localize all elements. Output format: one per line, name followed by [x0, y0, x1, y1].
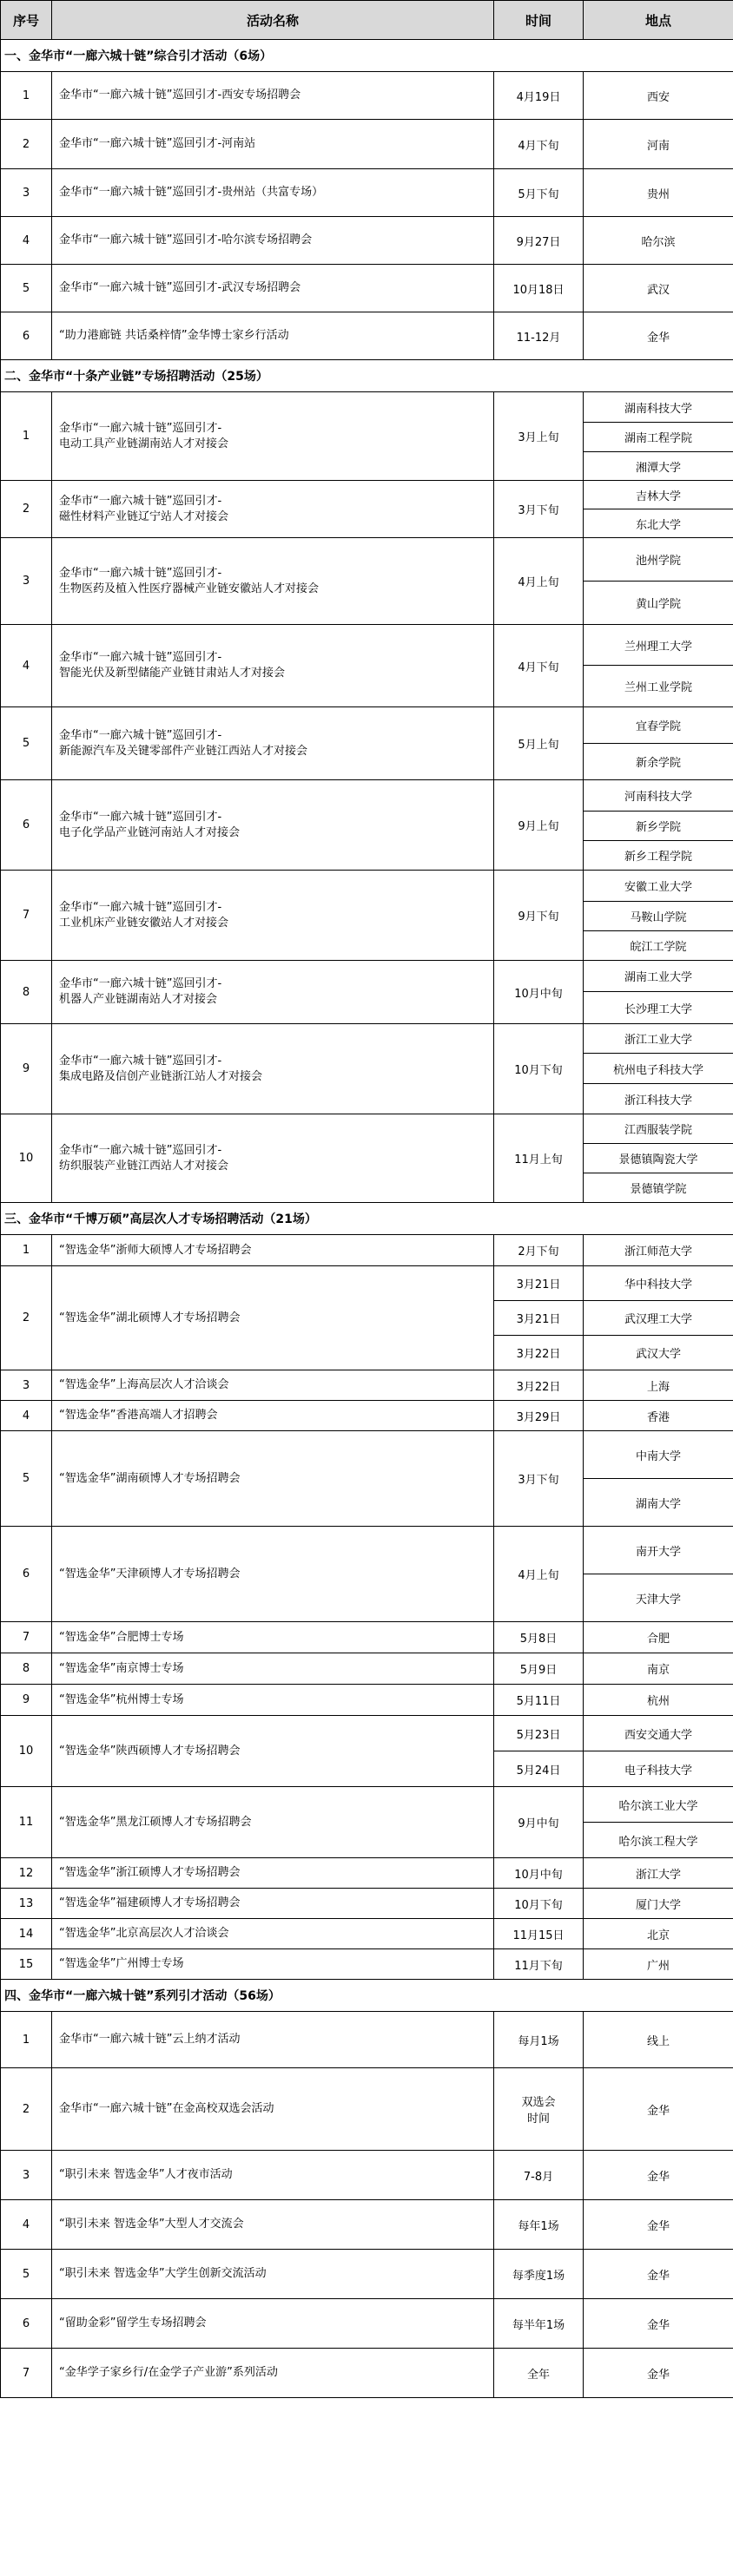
activity-place: 线上 [584, 2012, 733, 2068]
activity-place: 江西服装学院 [584, 1114, 733, 1144]
row-number: 6 [1, 1527, 52, 1622]
activity-name-line: 金华市“一廊六城十链”巡回引才- [59, 421, 222, 435]
activity-name [52, 481, 494, 538]
activity-place: 武汉理工大学 [584, 1301, 733, 1336]
table-row [1, 538, 733, 582]
activity-name-line: “职引未来 智选金华”大学生创新交流活动 [59, 2267, 267, 2280]
activity-name [52, 2299, 494, 2349]
activity-time: 5月8日 [494, 1622, 584, 1653]
activity-place: 电子科技大学 [584, 1751, 733, 1787]
table-row [1, 1787, 733, 1823]
activity-time: 全年 [494, 2349, 584, 2398]
table-row [1, 1370, 733, 1401]
activity-name [52, 1235, 494, 1266]
table-row [1, 217, 733, 265]
activity-name-line: 金华市“一廊六城十链”云上纳才活动 [59, 2033, 241, 2046]
activity-name-line: 金华市“一廊六城十链”巡回引才- [59, 728, 222, 742]
activity-time: 每季度1场 [494, 2250, 584, 2299]
activity-name [52, 1431, 494, 1527]
row-number: 1 [1, 392, 52, 481]
table-row [1, 2151, 733, 2200]
activity-place: 金华 [584, 2151, 733, 2200]
table-row [1, 1685, 733, 1716]
header-place: 地点 [584, 1, 733, 40]
row-number: 6 [1, 2299, 52, 2349]
activity-name [52, 217, 494, 265]
activity-place: 杭州 [584, 1685, 733, 1716]
activity-place: 浙江大学 [584, 1858, 733, 1889]
activity-name-line: “智选金华”湖北硕博人才专场招聘会 [59, 1311, 241, 1324]
activity-place: 南京 [584, 1653, 733, 1685]
activity-name [52, 2068, 494, 2151]
table-row [1, 1949, 733, 1980]
table-row [1, 312, 733, 360]
activity-name-line: “智选金华”湖南硕博人才专场招聘会 [59, 1471, 241, 1485]
activity-name-line: “智选金华”陕西硕博人才专场招聘会 [59, 1744, 241, 1758]
activity-name [52, 1919, 494, 1949]
table-row [1, 169, 733, 217]
activity-place: 吉林大学 [584, 481, 733, 509]
header-name: 活动名称 [52, 1, 494, 40]
activity-time: 5月24日 [494, 1751, 584, 1787]
activity-name-line: 新能源汽车及关键零部件产业链江西站人才对接会 [59, 744, 308, 758]
row-number: 12 [1, 1858, 52, 1889]
activity-name-line: 金华市“一廊六城十链”巡回引才- [59, 1054, 222, 1068]
activity-time: 4月下旬 [494, 120, 584, 169]
row-number: 14 [1, 1919, 52, 1949]
section-title: 二、金华市“十条产业链”专场招聘活动（25场） [1, 360, 733, 392]
activity-name-line: 智能光伏及新型储能产业链甘肃站人才对接会 [59, 667, 286, 680]
activity-name [52, 1858, 494, 1889]
activity-place: 浙江科技大学 [584, 1084, 733, 1114]
table-row [1, 1716, 733, 1751]
activity-name-line: 金华市“一廊六城十链”巡回引才- [59, 1143, 222, 1157]
activity-place: 皖江工学院 [584, 931, 733, 961]
row-number: 6 [1, 312, 52, 360]
activity-place: 兰州工业学院 [584, 666, 733, 707]
table-row [1, 1266, 733, 1301]
row-number: 2 [1, 120, 52, 169]
row-number: 11 [1, 1787, 52, 1858]
table-row [1, 1653, 733, 1685]
table-row [1, 707, 733, 744]
section-title: 三、金华市“千博万硕”高层次人才专场招聘活动（21场） [1, 1203, 733, 1235]
activity-name [52, 1653, 494, 1685]
activity-name [52, 1401, 494, 1431]
table-row [1, 780, 733, 812]
table-row [1, 1114, 733, 1144]
activity-place: 西安 [584, 72, 733, 120]
row-number: 6 [1, 780, 52, 871]
activity-name-line: 金华市“一廊六城十链”巡回引才- [59, 900, 222, 914]
activity-name-line: “智选金华”北京高层次人才洽谈会 [59, 1927, 229, 1940]
activity-time: 每月1场 [494, 2012, 584, 2068]
table-row [1, 1431, 733, 1479]
activity-name-line: 金华市“一廊六城十链”在金高校双选会活动 [59, 2102, 274, 2115]
activity-name [52, 1787, 494, 1858]
activity-place: 金华 [584, 2250, 733, 2299]
activity-name-line: “智选金华”上海高层次人才洽谈会 [59, 1378, 229, 1391]
table-row [1, 1858, 733, 1889]
activity-place: 南开大学 [584, 1527, 733, 1574]
activity-time: 3月22日 [494, 1336, 584, 1370]
activity-time: 3月下旬 [494, 1431, 584, 1527]
row-number: 10 [1, 1716, 52, 1787]
activity-place: 武汉 [584, 265, 733, 312]
activity-time: 9月上旬 [494, 780, 584, 871]
activity-name [52, 871, 494, 961]
activity-place: 金华 [584, 2299, 733, 2349]
activity-name [52, 1716, 494, 1787]
activity-time: 3月上旬 [494, 392, 584, 481]
activity-time: 每半年1场 [494, 2299, 584, 2349]
activity-time: 3月29日 [494, 1401, 584, 1431]
activity-name [52, 538, 494, 625]
activity-name-line: “智选金华”南京博士专场 [59, 1661, 184, 1675]
table-row [1, 2200, 733, 2250]
activity-time: 11-12月 [494, 312, 584, 360]
activity-place: 北京 [584, 1919, 733, 1949]
activity-time: 5月下旬 [494, 169, 584, 217]
row-number: 7 [1, 2349, 52, 2398]
header-no: 序号 [1, 1, 52, 40]
row-number: 10 [1, 1114, 52, 1203]
table-row [1, 72, 733, 120]
activity-name-line: “留助金彩”留学生专场招聘会 [59, 2316, 207, 2330]
activity-name-line: 纺织服装产业链江西站人才对接会 [59, 1159, 229, 1173]
table-row [1, 871, 733, 902]
row-number: 5 [1, 1431, 52, 1527]
table-row [1, 2012, 733, 2068]
section-row [1, 1980, 733, 2012]
activity-place: 杭州电子科技大学 [584, 1054, 733, 1084]
activity-place: 河南科技大学 [584, 780, 733, 812]
activity-name-line: “智选金华”杭州博士专场 [59, 1692, 184, 1706]
activity-name [52, 312, 494, 360]
activity-place: 长沙理工大学 [584, 992, 733, 1024]
activity-time: 3月21日 [494, 1266, 584, 1301]
activity-name-line: 金华市“一廊六城十链”巡回引才-贵州站（共富专场） [59, 186, 324, 199]
activity-time: 10月下旬 [494, 1889, 584, 1919]
activity-name [52, 1527, 494, 1622]
activity-place: 金华 [584, 2349, 733, 2398]
activity-name [52, 72, 494, 120]
activity-place: 金华 [584, 2068, 733, 2151]
activity-name-line: 磁性材料产业链辽宁站人才对接会 [59, 509, 229, 523]
activity-place: 马鞍山学院 [584, 902, 733, 931]
activity-name-line: “智选金华”香港高端人才招聘会 [59, 1409, 218, 1422]
row-number: 7 [1, 1622, 52, 1653]
row-number: 1 [1, 1235, 52, 1266]
activity-time: 4月19日 [494, 72, 584, 120]
activity-time: 双选会 时间 [494, 2068, 584, 2151]
row-number: 8 [1, 1653, 52, 1685]
activity-name-line: “职引未来 智选金华”人才夜市活动 [59, 2168, 233, 2181]
table-row [1, 1401, 733, 1431]
table-row [1, 2250, 733, 2299]
activity-time: 3月21日 [494, 1301, 584, 1336]
activity-name [52, 2200, 494, 2250]
activity-time: 5月11日 [494, 1685, 584, 1716]
activity-place: 池州学院 [584, 538, 733, 582]
activity-time: 5月上旬 [494, 707, 584, 780]
row-number: 7 [1, 871, 52, 961]
row-number: 5 [1, 707, 52, 780]
activity-name-line: “智选金华”浙师大硕博人才专场招聘会 [59, 1243, 252, 1257]
activity-place: 湖南大学 [584, 1479, 733, 1527]
row-number: 1 [1, 72, 52, 120]
activity-time: 10月中旬 [494, 961, 584, 1024]
table-row [1, 2349, 733, 2398]
activity-time: 10月中旬 [494, 1858, 584, 1889]
activity-place: 浙江师范大学 [584, 1235, 733, 1266]
activity-time: 10月下旬 [494, 1024, 584, 1114]
activity-name [52, 265, 494, 312]
activity-time: 3月下旬 [494, 481, 584, 538]
activity-name [52, 1685, 494, 1716]
activity-place: 合肥 [584, 1622, 733, 1653]
activity-place: 西安交通大学 [584, 1716, 733, 1751]
table-row [1, 2299, 733, 2349]
row-number: 4 [1, 217, 52, 265]
activity-time: 5月9日 [494, 1653, 584, 1685]
activity-name-line: 金华市“一廊六城十链”巡回引才- [59, 651, 222, 664]
activity-name-line: 金华市“一廊六城十链”巡回引才- [59, 977, 222, 990]
activity-name [52, 1889, 494, 1919]
table-row [1, 1235, 733, 1266]
activity-place: 湘潭大学 [584, 452, 733, 481]
table-row [1, 625, 733, 666]
section-title: 四、金华市“一廊六城十链”系列引才活动（56场） [1, 1980, 733, 2012]
table-row [1, 2068, 733, 2151]
activity-place: 湖南工程学院 [584, 423, 733, 452]
row-number: 13 [1, 1889, 52, 1919]
section-row [1, 360, 733, 392]
row-number: 9 [1, 1685, 52, 1716]
activity-time: 每年1场 [494, 2200, 584, 2250]
row-number: 4 [1, 1401, 52, 1431]
activity-place: 景德镇陶瓷大学 [584, 1144, 733, 1173]
table-row [1, 392, 733, 423]
activity-name [52, 780, 494, 871]
activity-name [52, 707, 494, 780]
row-number: 2 [1, 481, 52, 538]
activity-place: 广州 [584, 1949, 733, 1980]
table-row [1, 1622, 733, 1653]
table-row [1, 1024, 733, 1054]
activity-place: 黄山学院 [584, 582, 733, 625]
activity-place: 香港 [584, 1401, 733, 1431]
activity-name [52, 1114, 494, 1203]
activity-name [52, 625, 494, 707]
activity-name-line: 金华市“一廊六城十链”巡回引才-哈尔滨专场招聘会 [59, 233, 313, 246]
activity-time: 11月15日 [494, 1919, 584, 1949]
row-number: 2 [1, 2068, 52, 2151]
row-number: 3 [1, 2151, 52, 2200]
activity-time: 4月下旬 [494, 625, 584, 707]
activity-time: 3月22日 [494, 1370, 584, 1401]
activity-name-line: 金华市“一廊六城十链”巡回引才- [59, 494, 222, 508]
activity-name-line: “智选金华”福建硕博人才专场招聘会 [59, 1896, 241, 1909]
table-body [1, 40, 733, 2398]
activity-name-line: 金华市“一廊六城十链”巡回引才-武汉专场招聘会 [59, 281, 301, 294]
activity-name-line: 金华市“一廊六城十链”巡回引才- [59, 810, 222, 824]
activity-place: 厦门大学 [584, 1889, 733, 1919]
activity-name [52, 1370, 494, 1401]
activity-place: 景德镇学院 [584, 1173, 733, 1203]
activity-name-line: “智选金华”合肥博士专场 [59, 1630, 184, 1644]
table-row [1, 265, 733, 312]
activity-place: 新乡工程学院 [584, 841, 733, 871]
table-row [1, 961, 733, 992]
table-row [1, 1919, 733, 1949]
activity-name [52, 169, 494, 217]
row-number: 3 [1, 538, 52, 625]
activity-name-line: “助力港廊链 共话桑梓情”金华博士家乡行活动 [59, 329, 289, 342]
activity-place: 哈尔滨 [584, 217, 733, 265]
header-time: 时间 [494, 1, 584, 40]
activity-time: 10月18日 [494, 265, 584, 312]
activity-place: 金华 [584, 2200, 733, 2250]
activity-place: 天津大学 [584, 1574, 733, 1622]
activity-name [52, 1024, 494, 1114]
activity-time: 11月下旬 [494, 1949, 584, 1980]
activity-name-line: 工业机床产业链安徽站人才对接会 [59, 916, 229, 930]
activity-name [52, 1949, 494, 1980]
row-number: 5 [1, 2250, 52, 2299]
activity-time: 9月中旬 [494, 1787, 584, 1858]
activity-name [52, 2250, 494, 2299]
section-row [1, 1203, 733, 1235]
row-number: 4 [1, 2200, 52, 2250]
section-title: 一、金华市“一廊六城十链”综合引才活动（6场） [1, 40, 733, 72]
activity-name-line: 生物医药及植入性医疗器械产业链安徽站人才对接会 [59, 582, 320, 595]
activity-name-line: 机器人产业链湖南站人才对接会 [59, 993, 218, 1006]
activity-name-line: 金华市“一廊六城十链”巡回引才-河南站 [59, 137, 256, 150]
activity-name [52, 1622, 494, 1653]
activity-name-line: 电子化学品产业链河南站人才对接会 [59, 825, 241, 839]
activity-place: 武汉大学 [584, 1336, 733, 1370]
activity-place: 浙江工业大学 [584, 1024, 733, 1054]
header-row [1, 1, 733, 40]
row-number: 3 [1, 1370, 52, 1401]
row-number: 15 [1, 1949, 52, 1980]
table-row [1, 120, 733, 169]
activity-place: 上海 [584, 1370, 733, 1401]
activity-name-line: “职引未来 智选金华”大型人才交流会 [59, 2218, 244, 2231]
activity-name [52, 392, 494, 481]
row-number: 9 [1, 1024, 52, 1114]
activity-place: 华中科技大学 [584, 1266, 733, 1301]
activity-place: 新余学院 [584, 744, 733, 780]
activity-time: 4月上旬 [494, 538, 584, 625]
activity-place: 河南 [584, 120, 733, 169]
activity-name-line: 金华市“一廊六城十链”巡回引才- [59, 566, 222, 580]
table-row [1, 1889, 733, 1919]
activity-time: 4月上旬 [494, 1527, 584, 1622]
activity-name [52, 2349, 494, 2398]
activity-time: 2月下旬 [494, 1235, 584, 1266]
row-number: 2 [1, 1266, 52, 1370]
activity-time: 7-8月 [494, 2151, 584, 2200]
activity-name [52, 961, 494, 1024]
row-number: 3 [1, 169, 52, 217]
activity-place: 湖南工业大学 [584, 961, 733, 992]
activity-time: 5月23日 [494, 1716, 584, 1751]
row-number: 8 [1, 961, 52, 1024]
activity-time: 11月上旬 [494, 1114, 584, 1203]
activity-name-line: “智选金华”天津硕博人才专场招聘会 [59, 1567, 241, 1580]
row-number: 1 [1, 2012, 52, 2068]
activity-place: 贵州 [584, 169, 733, 217]
activity-place: 哈尔滨工程大学 [584, 1823, 733, 1858]
activity-name-line: 电动工具产业链湖南站人才对接会 [59, 437, 229, 450]
activity-time: 9月下旬 [494, 871, 584, 961]
activity-place: 宜春学院 [584, 707, 733, 744]
activity-place: 湖南科技大学 [584, 392, 733, 423]
activity-name-line: “智选金华”广州博士专场 [59, 1957, 184, 1970]
activity-place: 安徽工业大学 [584, 871, 733, 902]
activity-name [52, 2012, 494, 2068]
activity-name-line: 金华市“一廊六城十链”巡回引才-西安专场招聘会 [59, 89, 301, 102]
activity-place: 中南大学 [584, 1431, 733, 1479]
activity-name-line: “金华学子家乡行/在金学子产业游”系列活动 [59, 2366, 278, 2379]
activity-name [52, 1266, 494, 1370]
activity-name [52, 120, 494, 169]
section-row [1, 40, 733, 72]
activity-place: 哈尔滨工业大学 [584, 1787, 733, 1823]
activity-place: 金华 [584, 312, 733, 360]
activity-place: 东北大学 [584, 509, 733, 538]
activity-name-line: “智选金华”黑龙江硕博人才专场招聘会 [59, 1815, 252, 1829]
row-number: 5 [1, 265, 52, 312]
table-row [1, 481, 733, 509]
row-number: 4 [1, 625, 52, 707]
activity-name-line: “智选金华”浙江硕博人才专场招聘会 [59, 1866, 241, 1879]
table-row [1, 1527, 733, 1574]
activity-name-line: 集成电路及信创产业链浙江站人才对接会 [59, 1069, 263, 1083]
activity-place: 兰州理工大学 [584, 625, 733, 666]
activity-name [52, 2151, 494, 2200]
activity-time: 9月27日 [494, 217, 584, 265]
activity-place: 新乡学院 [584, 812, 733, 841]
